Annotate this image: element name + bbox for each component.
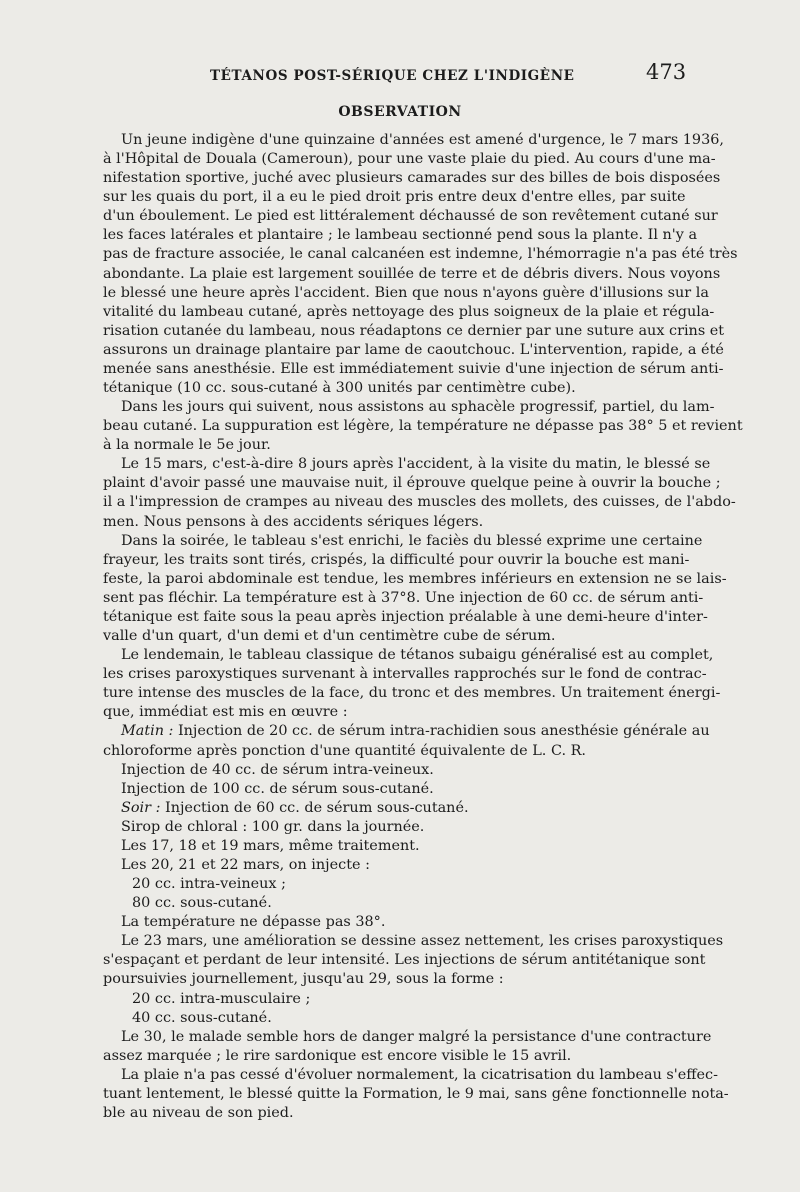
text-line <box>103 532 703 551</box>
text-line <box>103 818 681 837</box>
line-text: Les 17, 18 et 19 mars, même traitement. <box>121 837 420 854</box>
line-text: abondante. La plaie est largement souillée de terre et de débris divers. Nous voyons <box>103 265 721 282</box>
line-text: La plaie n'a pas cessé d'évoluer normalement, la cicatrisation du lambeau s'effec- <box>121 1066 718 1083</box>
text-line <box>103 894 681 913</box>
line-text: à l'Hôpital de Douala (Cameroun), pour une vaste plaie du pied. Au cours d'une ma- <box>103 151 716 168</box>
text-line <box>103 169 721 188</box>
line-text: nifestation sportive, juché avec plusieurs camarades sur des billes de bois disposées <box>103 170 721 187</box>
line-text: Le lendemain, le tableau classique de tétanos subaigu généralisé est au complet, <box>121 647 714 664</box>
line-text: men. Nous pensons à des accidents sériques légers. <box>103 513 484 530</box>
time-label: Soir : <box>121 799 161 816</box>
text-line <box>103 551 690 570</box>
text-line <box>103 627 681 646</box>
line-text: poursuivies journellement, jusqu'au 29, sous la forme : <box>103 971 504 988</box>
text-line <box>103 856 681 875</box>
line-text: Sirop de chloral : 100 gr. dans la journée. <box>121 818 425 835</box>
line-text: assez marquée ; le rire sardonique est encore visible le 15 avril. <box>103 1047 572 1064</box>
line-text: risation cutanée du lambeau, nous réadaptons ce dernier par une suture aux crins et <box>103 322 725 339</box>
page-number: 473 <box>646 60 687 84</box>
line-text: les faces latérales et plantaire ; le lambeau sectionné pend sous la plante. Il n'y a <box>103 227 698 244</box>
text-line <box>103 780 681 799</box>
text-line <box>103 455 711 474</box>
page-header <box>0 60 800 92</box>
line-text: feste, la paroi abdominale est tendue, les membres inférieurs en extension ne se lais- <box>103 570 727 587</box>
text-line <box>103 665 707 684</box>
text-line <box>103 990 681 1009</box>
line-text: assurons un drainage plantaire par lame de caoutchouc. L'intervention, rapide, a été <box>103 341 724 358</box>
text-line <box>103 684 721 703</box>
text-line <box>103 1028 712 1047</box>
line-text: Dans la soirée, le tableau s'est enrichi, le faciès du blessé exprime une certaine <box>121 532 703 549</box>
line-text: vitalité du lambeau cutané, après nettoyage des plus soigneux de la plaie et régula- <box>103 303 715 320</box>
text-line <box>103 207 718 226</box>
text-line <box>103 417 743 436</box>
line-text: ture intense des muscles de la face, du tronc et des membres. Un traitement énergi- <box>103 685 721 702</box>
text-line <box>103 875 681 894</box>
line-text: tétanique est faite sous la peau après injection préalable à une demi-heure d'inter- <box>103 608 708 625</box>
text-line <box>103 322 725 341</box>
line-text: il a l'impression de crampes au niveau des muscles des mollets, des cuisses, de l'abdo- <box>103 494 736 511</box>
line-text: plaint d'avoir passé une mauvaise nuit, il éprouve quelque peine à ouvrir la bouche ; <box>103 475 721 492</box>
line-text: Injection de 100 cc. de sérum sous-cutané. <box>121 780 434 797</box>
text-line <box>103 398 715 417</box>
text-line <box>103 188 686 207</box>
line-text: sur les quais du port, il a eu le pied droit pris entre deux d'entre elles, par suite <box>103 189 686 206</box>
line-text: beau cutané. La suppuration est légère, la température ne dépasse pas 38° 5 et revient <box>103 418 743 435</box>
text-line <box>103 1066 718 1085</box>
text-line <box>103 703 681 722</box>
line-text: valle d'un quart, d'un demi et d'un centimètre cube de sérum. <box>103 628 556 645</box>
text-line <box>103 722 710 741</box>
text-line <box>103 646 714 665</box>
line-text: Injection de 20 cc. de sérum intra-rachidien sous anesthésie générale au <box>173 723 710 740</box>
text-line <box>103 1009 681 1028</box>
line-text: menée sans anesthésie. Elle est immédiatement suivie d'une injection de sérum anti- <box>103 360 724 377</box>
text-line <box>103 761 681 780</box>
line-text: 40 cc. sous-cutané. <box>132 1009 272 1026</box>
line-text: Le 15 mars, c'est-à-dire 8 jours après l'accident, à la visite du matin, le blessé se <box>121 456 711 473</box>
line-text: pas de fracture associée, le canal calcanéen est indemne, l'hémorragie n'a pas été très <box>103 246 738 263</box>
text-line <box>103 589 704 608</box>
line-text: sent pas fléchir. La température est à 37°8. Une injection de 60 cc. de sérum anti- <box>103 589 704 606</box>
text-line <box>103 303 715 322</box>
line-text: La température ne dépasse pas 38°. <box>121 914 386 931</box>
text-line <box>103 379 681 398</box>
line-text: frayeur, les traits sont tirés, crispés, la difficulté pour ouvrir la bouche est mani- <box>103 551 690 568</box>
line-text: le blessé une heure après l'accident. Bien que nous n'ayons guère d'illusions sur la <box>103 284 709 301</box>
line-text: chloroforme après ponction d'une quantité équivalente de L. C. R. <box>103 742 586 759</box>
text-line <box>103 341 724 360</box>
text-line <box>103 970 681 989</box>
line-text: Les 20, 21 et 22 mars, on injecte : <box>121 856 370 873</box>
running-title: TÉTANOS POST-SÉRIQUE CHEZ L'INDIGÈNE <box>210 68 575 84</box>
line-text: s'espaçant et perdant de leur intensité. Les injections de sérum antitétanique sont <box>103 952 706 969</box>
text-line <box>103 1104 681 1123</box>
text-line <box>103 837 681 856</box>
text-line <box>103 265 721 284</box>
line-text: Le 30, le malade semble hors de danger malgré la persistance d'une contracture <box>121 1028 712 1045</box>
line-text: 20 cc. intra-veineux ; <box>132 876 286 893</box>
text-line <box>103 245 738 264</box>
text-line <box>103 150 716 169</box>
line-text: les crises paroxystiques survenant à intervalles rapprochés sur le fond de contrac- <box>103 666 707 683</box>
line-text: tétanique (10 cc. sous-cutané à 300 unités par centimètre cube). <box>103 380 576 397</box>
text-line <box>103 799 681 818</box>
line-text: Dans les jours qui suivent, nous assistons au sphacèle progressif, partiel, du lam- <box>121 399 715 416</box>
text-line <box>103 1085 729 1104</box>
line-text: 20 cc. intra-musculaire ; <box>132 990 311 1007</box>
observation-body <box>103 131 743 1123</box>
section-title: OBSERVATION <box>338 104 462 120</box>
text-line <box>103 608 708 627</box>
line-text: Le 23 mars, une amélioration se dessine assez nettement, les crises paroxystiques <box>121 933 724 950</box>
text-line <box>103 913 681 932</box>
text-line <box>103 951 706 970</box>
text-line <box>103 436 681 455</box>
text-line <box>103 570 727 589</box>
text-line <box>103 131 724 150</box>
text-line <box>103 1047 681 1066</box>
line-text: à la normale le 5e jour. <box>103 437 271 454</box>
time-label: Matin : <box>121 723 174 740</box>
text-line <box>103 360 724 379</box>
line-text: Injection de 40 cc. de sérum intra-veineux. <box>121 761 434 778</box>
line-text: d'un éboulement. Le pied est littéralement déchaussé de son revêtement cutané sur <box>103 208 718 225</box>
line-text: Injection de 60 cc. de sérum sous-cutané. <box>160 799 469 816</box>
line-text: 80 cc. sous-cutané. <box>132 895 272 912</box>
text-line <box>103 742 681 761</box>
text-line <box>103 932 724 951</box>
line-text: ble au niveau de son pied. <box>103 1104 294 1121</box>
text-line <box>103 513 681 532</box>
line-text: tuant lentement, le blessé quitte la Formation, le 9 mai, sans gêne fonctionnelle nota- <box>103 1085 729 1102</box>
text-line <box>103 474 721 493</box>
line-text: Un jeune indigène d'une quinzaine d'années est amené d'urgence, le 7 mars 1936, <box>121 132 724 148</box>
text-line <box>103 226 698 245</box>
line-text: que, immédiat est mis en œuvre : <box>103 704 348 721</box>
text-line <box>103 284 709 303</box>
text-line <box>103 493 736 512</box>
